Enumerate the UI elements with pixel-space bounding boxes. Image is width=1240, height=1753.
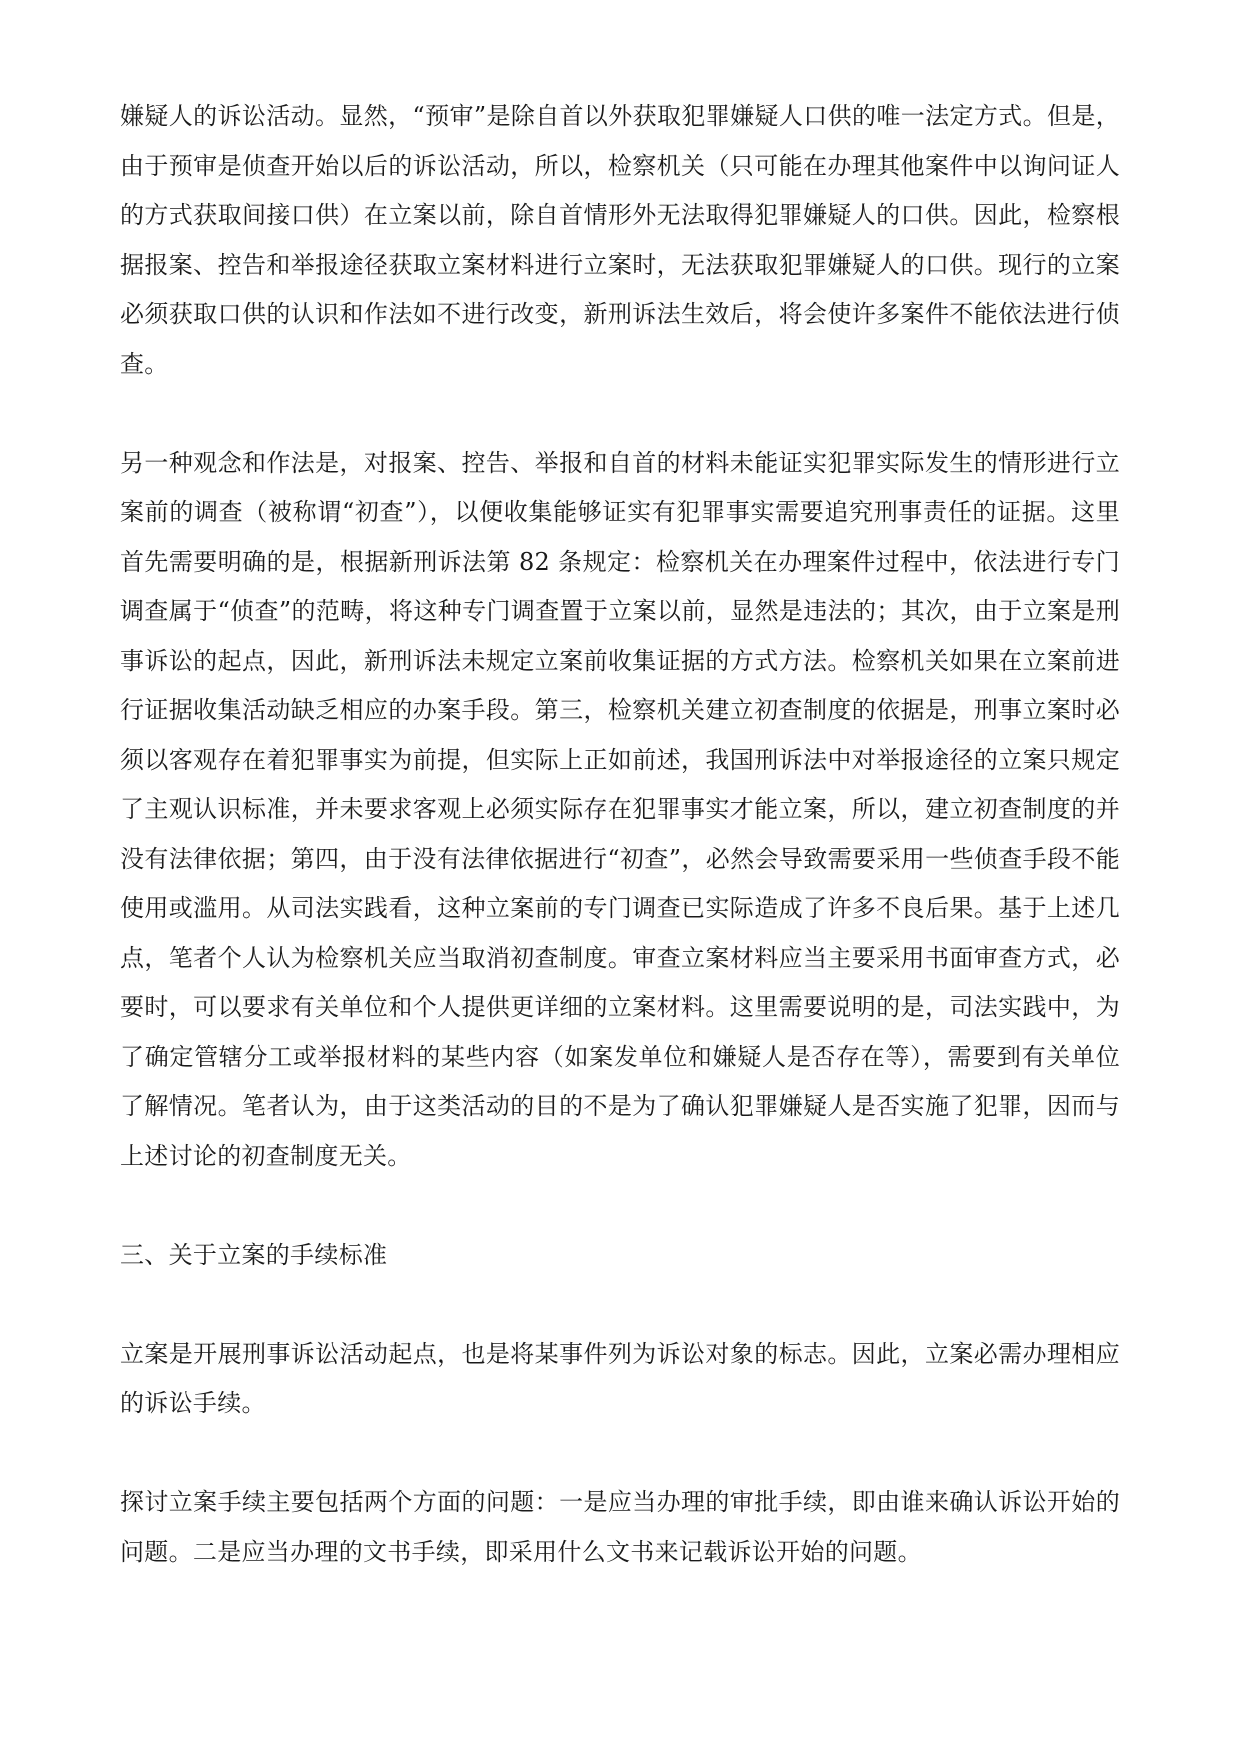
paragraph-pretrial-confession: 嫌疑人的诉讼活动。显然，“预审”是除自首以外获取犯罪嫌疑人口供的唯一法定方式。但是，由于预审是侦查开始以后的诉讼活动，所以，检察机关（只可能在办理其他案件中以询问证人的方式获取间接口供）在立案以前，除自首情形外无法取得犯罪嫌疑人的口供。因此，检察根据报案、控告和举报途径获取立案材料进行立案时，无法获取犯罪嫌疑人的口供。现行的立案必须获取口供的认识和作法如不进行改变，新刑诉法生效后，将会使许多案件不能依法进行侦查。	[120, 102, 1120, 378]
paragraph-filing-procedure: 立案是开展刑事诉讼活动起点，也是将某事件列为诉讼对象的标志。因此，立案必需办理相应的诉讼手续。	[120, 1339, 1120, 1417]
document-body	[120, 92, 1120, 1577]
paragraph-filing-formalities: 探讨立案手续主要包括两个方面的问题：一是应当办理的审批手续，即由谁来确认诉讼开始的问题。二是应当办理的文书手续，即采用什么文书来记载诉讼开始的问题。	[120, 1488, 1120, 1566]
section-heading: 三、关于立案的手续标准	[120, 1240, 388, 1269]
paragraph-preliminary-investigation: 另一种观念和作法是，对报案、控告、举报和自首的材料未能证实犯罪实际发生的情形进行立案前的调查（被称谓“初查”），以便收集能够证实有犯罪事实需要追究刑事责任的证据。这里首先需要明确的是，根据新刑诉法第 82 条规定：检察机关在办理案件过程中，依法进行专门调查属于“侦查”的范畴，将这种专门调查置于立案以前，显然是违法的；其次，由于立案是刑事诉讼的起点，因此，新刑诉法未规定立案前收集证据的方式方法。检察机关如果在立案前进行证据收集活动缺乏相应的办案手段。第三，检察机关建立初查制度的依据是，刑事立案时必须以客观存在着犯罪事实为前提，但实际上正如前述，我国刑诉法中对举报途径的立案只规定了主观认识标准，并未要求客观上必须实际存在犯罪事实才能立案，所以，建立初查制度的并没有法律依据；第四，由于没有法律依据进行“初查”，必然会导致需要采用一些侦查手段不能使用或滥用。从司法实践看，这种立案前的专门调查已实际造成了许多不良后果。基于上述几点，笔者个人认为检察机关应当取消初查制度。审查立案材料应当主要采用书面审查方式，必要时，可以要求有关单位和个人提供更详细的立案材料。这里需要说明的是，司法实践中，为了确定管辖分工或举报材料的某些内容（如案发单位和嫌疑人是否存在等），需要到有关单位了解情况。笔者认为，由于这类活动的目的不是为了确认犯罪嫌疑人是否实施了犯罪，因而与上述讨论的初查制度无关。	[120, 448, 1120, 1170]
